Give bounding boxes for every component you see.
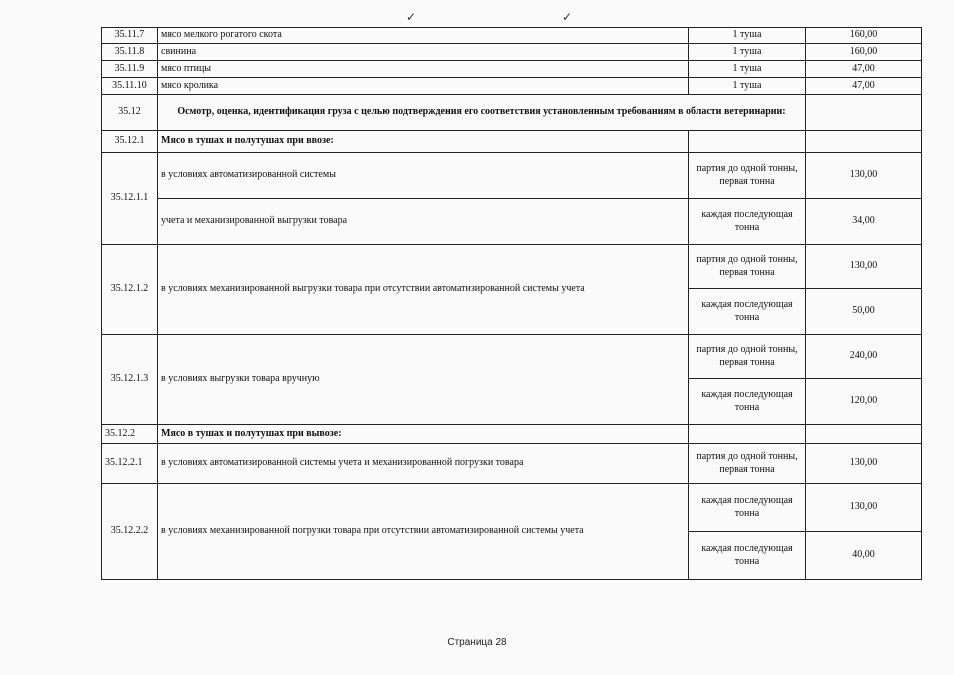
table-row — [102, 245, 922, 289]
section-row-35-12-1 — [102, 131, 922, 153]
section-title: Осмотр, оценка, идентификация груза с целью подтверждения его соответствия установленным требованиям в области ветеринарии: — [158, 95, 806, 131]
section-row-35-12-2 — [102, 425, 922, 444]
row-name: свинина — [158, 44, 689, 61]
row-name: в условиях выгрузки товара вручную — [158, 335, 689, 425]
table-row — [102, 28, 922, 44]
table-row — [102, 61, 922, 78]
tariff-table — [101, 27, 922, 580]
row-price: 50,00 — [806, 289, 922, 335]
section-row-35-12 — [102, 95, 922, 131]
table-row — [102, 44, 922, 61]
page-number: Страница 28 — [447, 637, 507, 648]
scan-mark-right: ✓ — [562, 10, 573, 24]
row-price: 160,00 — [806, 28, 922, 44]
row-unit: 1 туша — [689, 28, 806, 44]
row-name: мясо птицы — [158, 61, 689, 78]
row-unit: партия до одной тонны, первая тонна — [689, 335, 806, 379]
row-price: 120,00 — [806, 379, 922, 425]
row-code: 35.11.10 — [102, 78, 158, 95]
row-price: 130,00 — [806, 444, 922, 484]
empty-cell — [806, 425, 922, 444]
table-row — [102, 335, 922, 379]
row-code: 35.11.9 — [102, 61, 158, 78]
section-code: 35.12 — [102, 95, 158, 131]
row-name: в условиях автоматизированной системы учета и механизированной погрузки товара — [158, 444, 689, 484]
empty-cell — [806, 95, 922, 131]
row-unit: 1 туша — [689, 44, 806, 61]
row-price: 34,00 — [806, 199, 922, 245]
row-code: 35.11.7 — [102, 28, 158, 44]
row-name: в условиях механизированной выгрузки товара при отсутствии автоматизированной системы учета — [158, 245, 689, 335]
row-price: 47,00 — [806, 61, 922, 78]
table-row — [102, 484, 922, 532]
row-price: 240,00 — [806, 335, 922, 379]
row-name: в условиях механизированной погрузки товара при отсутствии автоматизированной системы учета — [158, 484, 689, 580]
section-code: 35.12.1 — [102, 131, 158, 153]
table-row — [102, 199, 922, 245]
row-price: 47,00 — [806, 78, 922, 95]
row-code: 35.12.1.2 — [102, 245, 158, 335]
row-unit: каждая последующая тонна — [689, 379, 806, 425]
row-name: в условиях автоматизированной системы — [158, 153, 689, 199]
row-unit: партия до одной тонны, первая тонна — [689, 444, 806, 484]
row-price: 130,00 — [806, 484, 922, 532]
table-row — [102, 444, 922, 484]
row-code: 35.12.1.1 — [102, 153, 158, 245]
row-unit: партия до одной тонны, первая тонна — [689, 153, 806, 199]
row-unit: каждая последующая тонна — [689, 199, 806, 245]
section-title: Мясо в тушах и полутушах при вывозе: — [158, 425, 689, 444]
empty-cell — [689, 131, 806, 153]
empty-cell — [806, 131, 922, 153]
row-unit: 1 туша — [689, 61, 806, 78]
row-price: 130,00 — [806, 245, 922, 289]
section-code: 35.12.2 — [102, 425, 158, 444]
row-code: 35.11.8 — [102, 44, 158, 61]
row-price: 130,00 — [806, 153, 922, 199]
row-unit: каждая последующая тонна — [689, 532, 806, 580]
row-unit: 1 туша — [689, 78, 806, 95]
row-code: 35.12.2.1 — [102, 444, 158, 484]
row-code: 35.12.1.3 — [102, 335, 158, 425]
row-price: 40,00 — [806, 532, 922, 580]
row-price: 160,00 — [806, 44, 922, 61]
row-code: 35.12.2.2 — [102, 484, 158, 580]
table-row — [102, 153, 922, 199]
row-unit: каждая последующая тонна — [689, 289, 806, 335]
row-name: учета и механизированной выгрузки товара — [158, 199, 689, 245]
scan-mark-left: ✓ — [406, 10, 417, 24]
row-name: мясо кролика — [158, 78, 689, 95]
table-row — [102, 78, 922, 95]
row-name: мясо мелкого рогатого скота — [158, 28, 689, 44]
row-unit: партия до одной тонны, первая тонна — [689, 245, 806, 289]
scan-marks — [400, 10, 580, 24]
empty-cell — [689, 425, 806, 444]
row-unit: каждая последующая тонна — [689, 484, 806, 532]
section-title: Мясо в тушах и полутушах при ввозе: — [158, 131, 689, 153]
